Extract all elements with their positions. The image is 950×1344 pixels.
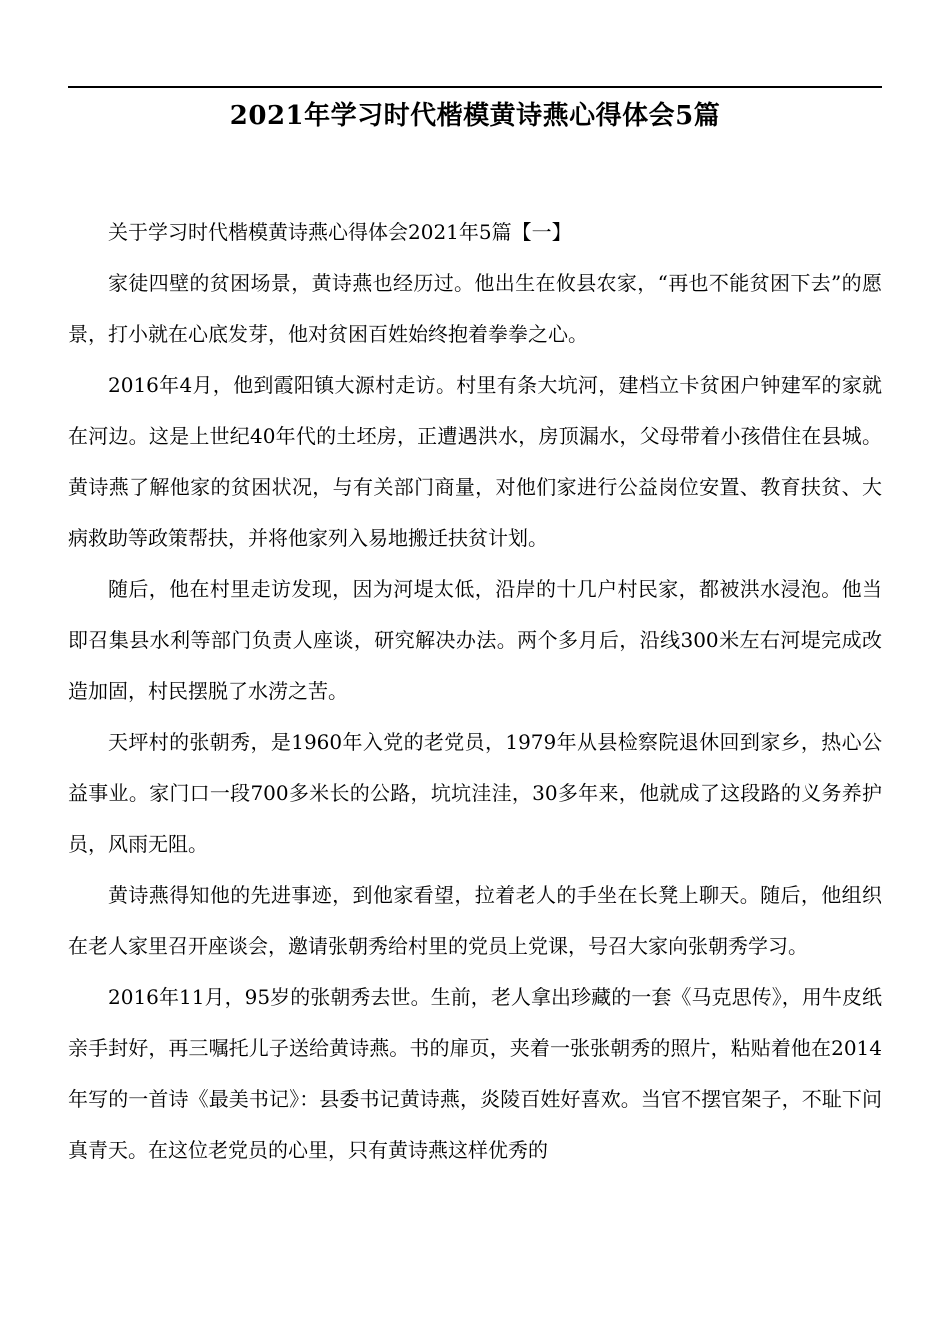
body-paragraph: 2016年11月，95岁的张朝秀去世。生前，老人拿出珍藏的一套《马克思传》，用牛皮纸亲手封好，再三嘱托儿子送给黄诗燕。书的扉页，夹着一张张朝秀的照片，粘贴着他在2014年写的一首诗《最美书记》：县委书记黄诗燕，炎陵百姓好喜欢。当官不摆官架子，不耻下问真青天。在这位老党员的心里，只有黄诗燕这样优秀的 [68, 985, 882, 1162]
section-heading: 关于学习时代楷模黄诗燕心得体会2021年5篇【一】 [108, 220, 572, 244]
body-paragraph: 家徒四壁的贫困场景，黄诗燕也经历过。他出生在攸县农家，“再也不能贫困下去”的愿景，打小就在心底发芽，他对贫困百姓始终抱着拳拳之心。 [68, 271, 882, 346]
document-body [68, 207, 882, 1176]
body-paragraph: 2016年4月，他到霞阳镇大源村走访。村里有条大坑河，建档立卡贫困户钟建军的家就在河边。这是上世纪40年代的土坯房，正遭遇洪水，房顶漏水，父母带着小孩借住在县城。黄诗燕了解他家的贫困状况，与有关部门商量，对他们家进行公益岗位安置、教育扶贫、大病救助等政策帮扶，并将他家列入易地搬迁扶贫计划。 [68, 373, 882, 550]
body-paragraph: 随后，他在村里走访发现，因为河堤太低，沿岸的十几户村民家，都被洪水浸泡。他当即召集县水利等部门负责人座谈，研究解决办法。两个多月后，沿线300米左右河堤完成改造加固，村民摆脱了水涝之苦。 [68, 577, 882, 703]
document-title: 2021年学习时代楷模黄诗燕心得体会5篇 [229, 101, 721, 131]
header-rule [68, 86, 882, 88]
body-paragraph: 天坪村的张朝秀，是1960年入党的老党员，1979年从县检察院退休回到家乡，热心公益事业。家门口一段700多米长的公路，坑坑洼洼，30多年来，他就成了这段路的义务养护员，风雨无阻。 [68, 730, 882, 856]
body-paragraph: 黄诗燕得知他的先进事迹，到他家看望，拉着老人的手坐在长凳上聊天。随后，他组织在老人家里召开座谈会，邀请张朝秀给村里的党员上党课，号召大家向张朝秀学习。 [68, 883, 882, 958]
